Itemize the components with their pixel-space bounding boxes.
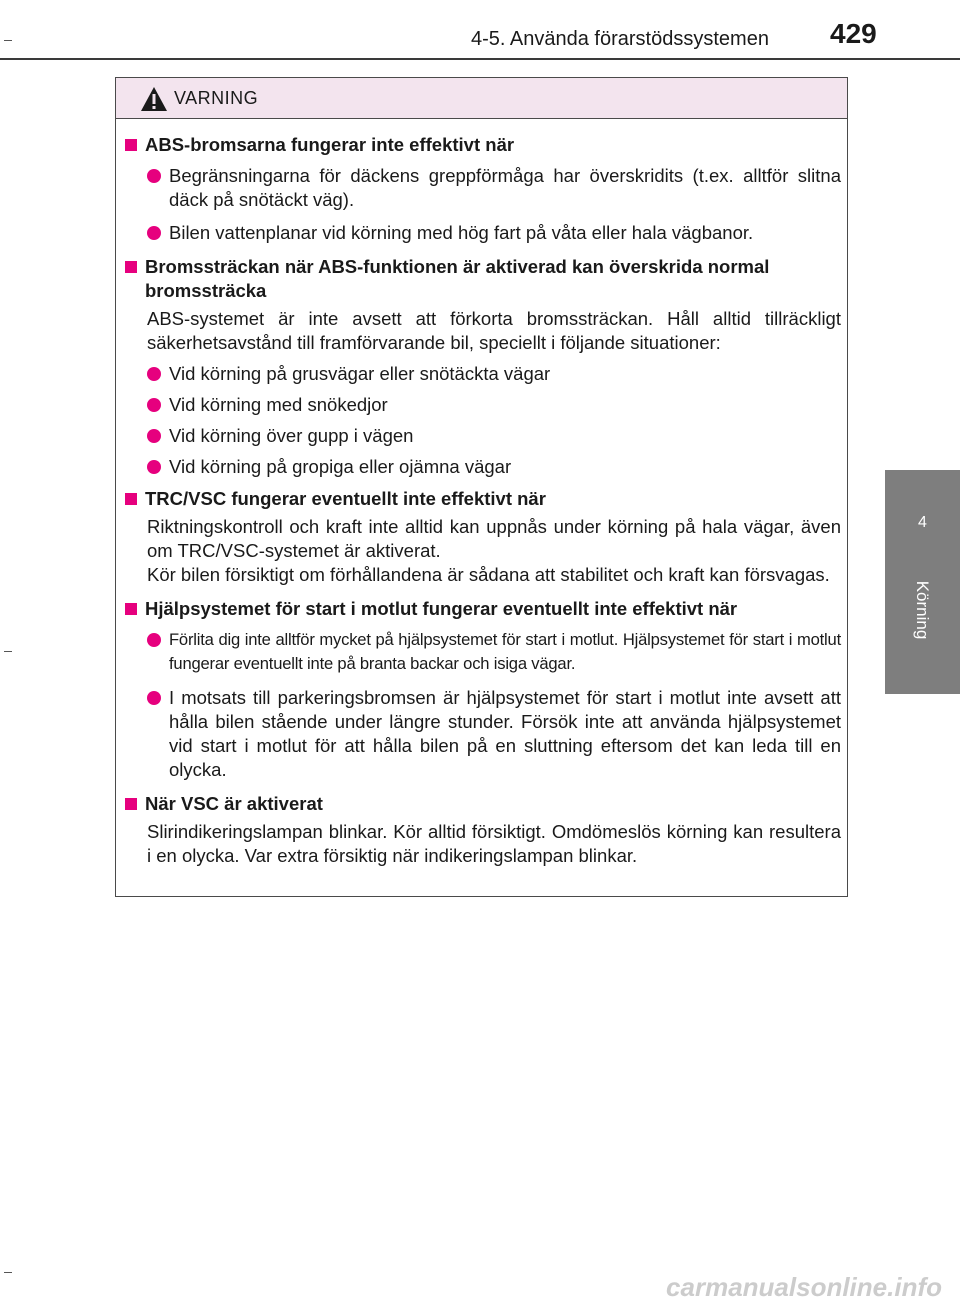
bullet-dot-icon [147, 398, 161, 412]
crop-mark-middle [4, 651, 12, 652]
warning-item-hill-start [125, 597, 841, 782]
bullet-dot-icon [147, 226, 161, 240]
bullet-text: Vid körning med snökedjor [169, 394, 388, 415]
warning-triangle-icon [140, 86, 168, 112]
header-rule [0, 58, 960, 60]
warning-item-abs [125, 133, 841, 245]
warning-item-trc-vsc [125, 487, 841, 587]
warning-body [116, 119, 847, 868]
bullet-text: Vid körning på gropiga eller ojämna vägar [169, 456, 512, 477]
item-title: Bromssträckan när ABS-funktionen är aktiverad kan överskrida normal bromssträcka [125, 255, 841, 303]
list-item [147, 424, 841, 448]
item-text: ABS-systemet är inte avsett att förkorta bromssträckan. Håll alltid tillräckligt säkerhetsavstånd till framförvarande bil, speciellt i följande situationer: [147, 308, 841, 353]
bullet-text: Begränsningarna för däckens greppförmåga har överskridits (t.ex. alltför slitna däck på snötäckt väg). [169, 165, 841, 210]
chapter-side-tab[interactable] [885, 470, 960, 694]
list-item [147, 164, 841, 212]
bullet-text: Vid körning över gupp i vägen [169, 425, 414, 446]
list-item [147, 686, 841, 782]
bullet-dot-icon [147, 460, 161, 474]
warning-label: VARNING [174, 88, 259, 108]
item-title: ABS-bromsarna fungerar inte effektivt när [125, 133, 841, 157]
list-item [147, 362, 841, 386]
bullet-dot-icon [147, 169, 161, 183]
item-text: Slirindikeringslampan blinkar. Kör alltid försiktigt. Omdömeslös körning kan resultera i en olycka. Var extra försiktig när indikeringslampan blinkar. [147, 821, 841, 866]
chapter-name: Körning [913, 580, 932, 640]
bullet-text: I motsats till parkeringsbromsen är hjälpsystemet för start i motlut inte avsett att hålla bilen stående under längre stunder. Försök inte att använda hjälpsystemet vid start i motlut för att hålla bilen på en sluttning eftersom det kan leda till en olycka. [169, 687, 841, 780]
warning-item-braking-distance [125, 255, 841, 479]
watermark: carmanualsonline.info [666, 1272, 942, 1302]
bullet-dot-icon [147, 633, 161, 647]
chapter-number: 4 [918, 514, 927, 531]
list-item [147, 221, 841, 245]
page-number: 429 [830, 18, 877, 49]
section-title: 4-5. Använda förarstödssystemen [471, 28, 769, 50]
item-title: Hjälpsystemet för start i motlut fungerar eventuellt inte effektivt när [125, 597, 841, 621]
bullet-text: Förlita dig inte alltför mycket på hjälpsystemet för start i motlut. Hjälpsystemet för start i motlut fungerar eventuellt inte på branta backar och isiga vägar. [169, 630, 841, 673]
item-title: TRC/VSC fungerar eventuellt inte effektivt när [125, 487, 841, 511]
crop-mark-bottom [4, 1272, 12, 1273]
bullet-dot-icon [147, 367, 161, 381]
item-text: Kör bilen försiktigt om förhållandena är sådana att stabilitet och kraft kan försvagas. [147, 564, 830, 585]
bullet-dot-icon [147, 691, 161, 705]
list-item [147, 393, 841, 417]
list-item [147, 455, 841, 479]
warning-box [115, 77, 848, 897]
warning-item-vsc-active [125, 792, 841, 868]
crop-mark-top [4, 40, 12, 41]
bullet-dot-icon [147, 429, 161, 443]
bullet-text: Bilen vattenplanar vid körning med hög fart på våta eller hala vägbanor. [169, 222, 754, 243]
warning-header [116, 78, 847, 119]
item-text: Riktningskontroll och kraft inte alltid kan uppnås under körning på hala vägar, även om TRC/VSC-systemet är aktiverat. [147, 516, 841, 561]
item-title: När VSC är aktiverat [125, 792, 841, 816]
list-item [147, 628, 841, 676]
bullet-text: Vid körning på grusvägar eller snötäckta vägar [169, 363, 551, 384]
